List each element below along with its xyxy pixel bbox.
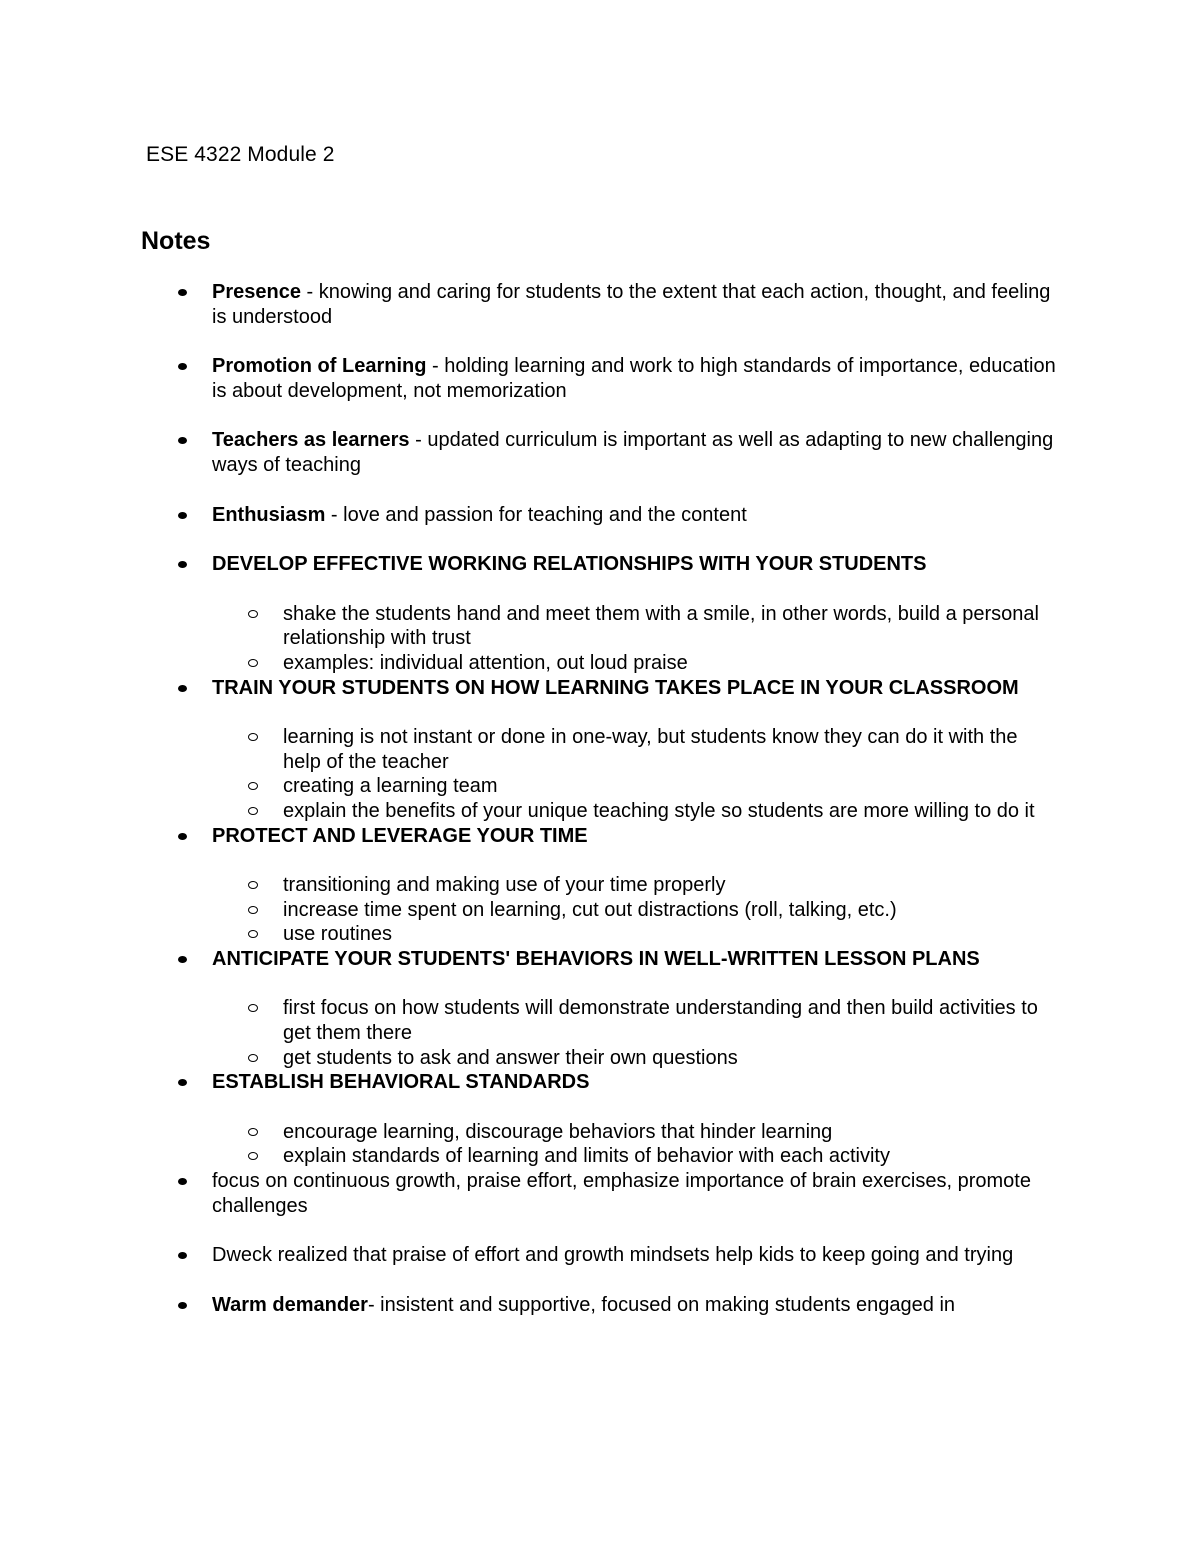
bullet-icon bbox=[178, 685, 187, 692]
list-item-heading bbox=[0, 824, 1057, 849]
sub-list-item bbox=[0, 1046, 1058, 1071]
list-item bbox=[0, 1169, 1057, 1218]
sub-item-text: explain standards of learning and limits of behavior with each activity bbox=[283, 1145, 890, 1168]
hollow-bullet-icon bbox=[248, 881, 258, 889]
sub-list-item bbox=[0, 898, 1058, 923]
item-text: - holding learning and work to high standards of importance, education is about development, not memorization bbox=[212, 355, 1056, 402]
sub-list-item bbox=[0, 651, 1058, 676]
sub-item-text: transitioning and making use of your time properly bbox=[283, 874, 726, 897]
item-heading: ANTICIPATE YOUR STUDENTS' BEHAVIORS IN WELL-WRITTEN LESSON PLANS bbox=[212, 947, 980, 970]
hollow-bullet-icon bbox=[248, 610, 258, 618]
list-item bbox=[0, 1243, 1057, 1268]
sub-item-text: increase time spent on learning, cut out distractions (roll, talking, etc.) bbox=[283, 898, 897, 921]
sub-list-item bbox=[0, 799, 1058, 824]
section-title: Notes bbox=[141, 227, 211, 255]
list-item-heading bbox=[0, 676, 1057, 701]
list-item-heading bbox=[0, 1070, 1057, 1095]
bullet-icon bbox=[178, 512, 187, 519]
sub-item-text: use routines bbox=[283, 923, 392, 946]
item-text: - love and passion for teaching and the content bbox=[325, 503, 747, 526]
item-heading: PROTECT AND LEVERAGE YOUR TIME bbox=[212, 824, 588, 847]
hollow-bullet-icon bbox=[248, 1128, 258, 1136]
bullet-icon bbox=[178, 1302, 187, 1309]
hollow-bullet-icon bbox=[248, 659, 258, 667]
sub-item-text: examples: individual attention, out loud praise bbox=[283, 651, 688, 674]
bullet-icon bbox=[178, 833, 187, 840]
item-term: Presence bbox=[212, 281, 301, 303]
document-header: ESE 4322 Module 2 bbox=[146, 143, 335, 166]
list-item bbox=[0, 280, 1057, 329]
list-item-heading bbox=[0, 947, 1057, 972]
bullet-icon bbox=[178, 1079, 187, 1086]
hollow-bullet-icon bbox=[248, 782, 258, 790]
sub-item-text: get students to ask and answer their own questions bbox=[283, 1046, 738, 1069]
hollow-bullet-icon bbox=[248, 930, 258, 938]
hollow-bullet-icon bbox=[248, 1152, 258, 1160]
sub-item-text: creating a learning team bbox=[283, 775, 498, 798]
sub-list-item bbox=[0, 1144, 1058, 1169]
sub-list-item bbox=[0, 873, 1058, 898]
sub-list-item bbox=[0, 922, 1058, 947]
list-item bbox=[0, 503, 1057, 528]
bullet-icon bbox=[178, 1252, 187, 1259]
list-item bbox=[0, 354, 1057, 403]
item-term: Teachers as learners bbox=[212, 429, 410, 452]
item-term: Warm demander bbox=[212, 1293, 368, 1316]
bullet-icon bbox=[178, 1178, 187, 1185]
list-item bbox=[0, 1293, 1057, 1318]
sub-list-item bbox=[0, 1120, 1058, 1145]
item-text: - updated curriculum is important as well as adapting to new challenging ways of teaching bbox=[212, 429, 1054, 476]
sub-item-text: encourage learning, discourage behaviors that hinder learning bbox=[283, 1120, 833, 1143]
bullet-icon bbox=[178, 956, 187, 963]
hollow-bullet-icon bbox=[248, 733, 258, 741]
hollow-bullet-icon bbox=[248, 807, 258, 815]
notes-list bbox=[0, 280, 1200, 1317]
sub-item-text: learning is not instant or done in one-way, but students know they can do it with the help of the teacher bbox=[283, 726, 1018, 773]
hollow-bullet-icon bbox=[248, 1054, 258, 1062]
sub-list-item bbox=[0, 602, 1058, 651]
item-heading: TRAIN YOUR STUDENTS ON HOW LEARNING TAKES PLACE IN YOUR CLASSROOM bbox=[212, 676, 1019, 699]
bullet-icon bbox=[178, 437, 187, 444]
item-text: - insistent and supportive, focused on making students engaged in bbox=[367, 1293, 956, 1316]
sub-list-item bbox=[0, 725, 1058, 774]
sub-item-text: explain the benefits of your unique teaching style so students are more willing to do it bbox=[283, 799, 1035, 822]
sub-list-item bbox=[0, 774, 1058, 799]
hollow-bullet-icon bbox=[248, 906, 258, 914]
item-text: Dweck realized that praise of effort and growth mindsets help kids to keep going and trying bbox=[212, 1244, 1014, 1267]
item-text: focus on continuous growth, praise effort, emphasize importance of brain exercises, promote challenges bbox=[212, 1170, 1031, 1217]
sub-list-item bbox=[0, 996, 1058, 1045]
item-text: - knowing and caring for students to the extent that each action, thought, and feeling is understood bbox=[212, 281, 1051, 328]
bullet-icon bbox=[178, 561, 187, 568]
list-item-heading bbox=[0, 552, 1057, 577]
list-item bbox=[0, 428, 1057, 477]
item-term: Promotion of Learning bbox=[212, 355, 427, 378]
item-term: Enthusiasm bbox=[212, 503, 326, 526]
bullet-icon bbox=[178, 363, 187, 370]
item-heading: DEVELOP EFFECTIVE WORKING RELATIONSHIPS WITH YOUR STUDENTS bbox=[212, 553, 927, 576]
hollow-bullet-icon bbox=[248, 1004, 258, 1012]
item-heading: ESTABLISH BEHAVIORAL STANDARDS bbox=[212, 1071, 590, 1094]
sub-item-text: shake the students hand and meet them with a smile, in other words, build a personal relationship with trust bbox=[283, 602, 1039, 650]
bullet-icon bbox=[178, 289, 187, 296]
sub-item-text: first focus on how students will demonstrate understanding and then build activities to get them there bbox=[283, 997, 1038, 1045]
